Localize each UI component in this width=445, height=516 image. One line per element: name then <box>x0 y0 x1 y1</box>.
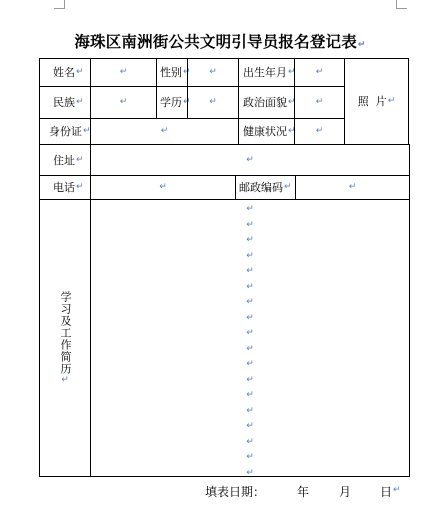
paragraph-mark-icon: ↵ <box>76 67 84 77</box>
resume-label-wrap <box>59 291 71 386</box>
health-label: 健康状况 <box>243 125 287 138</box>
name-label: 姓名 <box>53 66 75 79</box>
paragraph-mark-icon: ↵ <box>183 67 191 77</box>
birth-label: 出生年月 <box>243 66 287 79</box>
photo-label: 照 片 <box>357 95 387 108</box>
paragraph-mark-icon: ↵ <box>209 97 217 107</box>
document-title[interactable] <box>30 30 410 52</box>
paragraph-mark-icon: ↵ <box>315 126 324 136</box>
paragraph-mark-icon: ↵ <box>246 421 254 431</box>
paragraph-mark-icon: ↵ <box>160 126 169 136</box>
paragraph-mark-icon: ↵ <box>387 96 396 106</box>
name-label-cell <box>39 58 91 87</box>
address-label: 住址 <box>53 153 75 167</box>
gender-label: 性别 <box>160 66 182 79</box>
paragraph-mark-icon: ↵ <box>348 182 357 192</box>
paragraph-mark-icon: ↵ <box>209 67 217 77</box>
paragraph-mark-icon: ↵ <box>246 359 254 369</box>
paragraph-mark-icon: ↵ <box>83 126 91 136</box>
birth-value-cell[interactable] <box>294 58 345 87</box>
postcode-value-cell[interactable] <box>295 175 410 200</box>
paragraph-mark-icon: ↵ <box>246 281 254 292</box>
political-label: 政治面貌 <box>243 96 287 109</box>
postcode-label-cell <box>235 175 296 200</box>
political-value-cell[interactable] <box>294 86 345 119</box>
name-value-cell[interactable] <box>90 58 157 87</box>
paragraph-mark-icon: ↵ <box>76 182 84 192</box>
paragraph-mark-icon: ↵ <box>76 97 84 107</box>
paragraph-mark-icon: ↵ <box>119 67 128 77</box>
paragraph-mark-icon: ↵ <box>288 97 296 107</box>
fill-date-month[interactable]: 月 <box>339 485 352 499</box>
paragraph-mark-icon: ↵ <box>119 97 128 107</box>
gender-label-cell <box>156 58 191 87</box>
paragraph-mark-icon: ↵ <box>246 154 254 165</box>
paragraph-mark-icon: ↵ <box>393 485 401 495</box>
paragraph-mark-icon: ↵ <box>246 343 254 354</box>
paragraph-mark-icon: ↵ <box>246 204 254 214</box>
ethnicity-value-cell[interactable] <box>90 86 157 119</box>
photo-cell[interactable] <box>344 58 409 145</box>
health-value-cell[interactable] <box>294 118 345 145</box>
phone-label: 电话 <box>53 181 75 194</box>
id-value-cell[interactable] <box>90 118 239 145</box>
paragraph-mark-icon: ↵ <box>246 467 254 478</box>
page-corner-mark-left <box>54 0 65 9</box>
paragraph-mark-icon: ↵ <box>246 374 254 385</box>
id-label: 身份证 <box>49 125 82 138</box>
resume-value-cell[interactable] <box>90 199 410 477</box>
paragraph-mark-icon: ↵ <box>246 297 254 307</box>
political-label-cell <box>238 86 295 119</box>
birth-label-cell <box>238 58 295 87</box>
paragraph-mark-icon: ↵ <box>315 67 324 77</box>
id-label-cell <box>39 118 91 145</box>
resume-label-cell <box>39 199 91 477</box>
fill-date-label: 填表日期： <box>205 485 266 499</box>
paragraph-mark-icon: ↵ <box>159 182 167 192</box>
paragraph-mark-icon: ↵ <box>183 97 191 107</box>
document-title-text: 海珠区南洲街公共文明引导员报名登记表 <box>74 33 357 51</box>
paragraph-mark-icon: ↵ <box>246 250 254 261</box>
education-label-cell <box>156 86 191 119</box>
fill-date-day[interactable]: 日 <box>380 485 393 499</box>
page-corner-mark-right <box>396 0 407 9</box>
address-value-cell[interactable] <box>90 144 410 176</box>
paragraph-mark-icon: ↵ <box>288 126 296 136</box>
paragraph-mark-icon: ↵ <box>246 405 254 416</box>
paragraph-mark-icon: ↵ <box>246 312 254 323</box>
paragraph-mark-icon: ↵ <box>288 67 296 77</box>
postcode-label: 邮政编码 <box>239 181 283 194</box>
ethnicity-label-cell <box>39 86 91 119</box>
paragraph-mark-icon: ↵ <box>246 266 254 276</box>
paragraph-mark-icon: ↵ <box>246 452 254 462</box>
paragraph-mark-icon: ↵ <box>246 328 254 338</box>
health-label-cell <box>238 118 295 145</box>
phone-label-cell <box>39 175 91 200</box>
resume-paragraph-marks <box>91 202 409 481</box>
paragraph-mark-icon: ↵ <box>246 235 254 245</box>
registration-form-table <box>40 59 410 478</box>
paragraph-mark-icon: ↵ <box>60 374 70 386</box>
paragraph-mark-icon: ↵ <box>246 219 254 230</box>
paragraph-mark-icon: ↵ <box>357 40 366 50</box>
phone-value-cell[interactable] <box>90 175 236 200</box>
paragraph-mark-icon: ↵ <box>76 154 84 165</box>
fill-date-year[interactable]: 年 <box>297 485 310 499</box>
gender-value-cell[interactable] <box>187 58 239 87</box>
paragraph-mark-icon: ↵ <box>315 97 324 107</box>
education-label: 学历 <box>160 96 182 109</box>
education-value-cell[interactable] <box>187 86 239 119</box>
address-label-cell <box>39 144 91 176</box>
paragraph-mark-icon: ↵ <box>246 390 254 400</box>
ethnicity-label: 民族 <box>53 96 75 109</box>
paragraph-mark-icon: ↵ <box>284 182 292 192</box>
paragraph-mark-icon: ↵ <box>246 436 254 447</box>
resume-label: 学习及工作简历 <box>59 290 72 375</box>
